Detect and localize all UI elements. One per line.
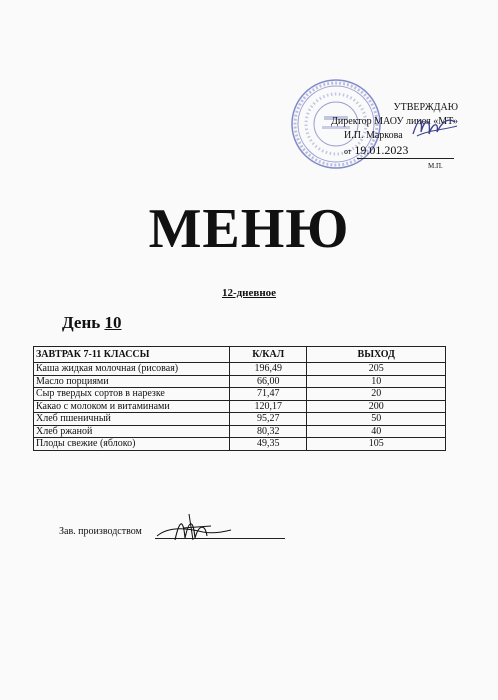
dish-kcal: 196,49 [230, 363, 307, 376]
day-label: День [62, 313, 101, 332]
header-kcal: К/КАЛ [230, 347, 307, 363]
dish-name: Плоды свежие (яблоко) [34, 438, 230, 451]
approval-name: И.П. Маркова [344, 130, 403, 141]
approval-mp: М.П. [428, 162, 443, 170]
approval-date-underline [357, 158, 454, 159]
table-row [34, 400, 446, 413]
dish-name: Сыр твердых сортов в нарезке [34, 388, 230, 401]
page-subtitle: 12-дневное [221, 287, 277, 299]
approval-date: от 19.01.2023 [344, 143, 409, 157]
approval-director: Директор МАОУ лицея «МТ» [331, 116, 458, 127]
footer-label: Зав. производством [59, 526, 142, 537]
header-output: ВЫХОД [307, 347, 446, 363]
table-header-row [34, 347, 446, 363]
day-heading [62, 313, 121, 333]
dish-name: Какао с молоком и витаминами [34, 400, 230, 413]
dish-kcal: 66,00 [230, 375, 307, 388]
dish-kcal: 120,17 [230, 400, 307, 413]
day-number: 10 [104, 313, 122, 332]
table-row [34, 388, 446, 401]
dish-kcal: 80,32 [230, 425, 307, 438]
dish-output: 10 [307, 375, 446, 388]
table-row [34, 363, 446, 376]
table-row [34, 413, 446, 426]
page-title: МЕНЮ [148, 198, 350, 260]
dish-kcal: 71,47 [230, 388, 307, 401]
dish-output: 40 [307, 425, 446, 438]
director-signature-icon [409, 112, 459, 142]
table-row [34, 425, 446, 438]
dish-kcal: 49,35 [230, 438, 307, 451]
dish-name: Масло порциями [34, 375, 230, 388]
dish-output: 200 [307, 400, 446, 413]
dish-output: 20 [307, 388, 446, 401]
table-row [34, 375, 446, 388]
dish-output: 105 [307, 438, 446, 451]
dish-kcal: 95,27 [230, 413, 307, 426]
dish-output: 205 [307, 363, 446, 376]
production-signature-icon [153, 510, 233, 544]
menu-table [33, 346, 446, 451]
approval-title: УТВЕРЖДАЮ [393, 102, 458, 113]
dish-name: Каша жидкая молочная (рисовая) [34, 363, 230, 376]
table-row [34, 438, 446, 451]
header-meal: ЗАВТРАК 7-11 КЛАССЫ [34, 347, 230, 363]
approval-date-value: 19.01.2023 [354, 143, 409, 157]
dish-name: Хлеб ржаной [34, 425, 230, 438]
dish-output: 50 [307, 413, 446, 426]
dish-name: Хлеб пшеничный [34, 413, 230, 426]
